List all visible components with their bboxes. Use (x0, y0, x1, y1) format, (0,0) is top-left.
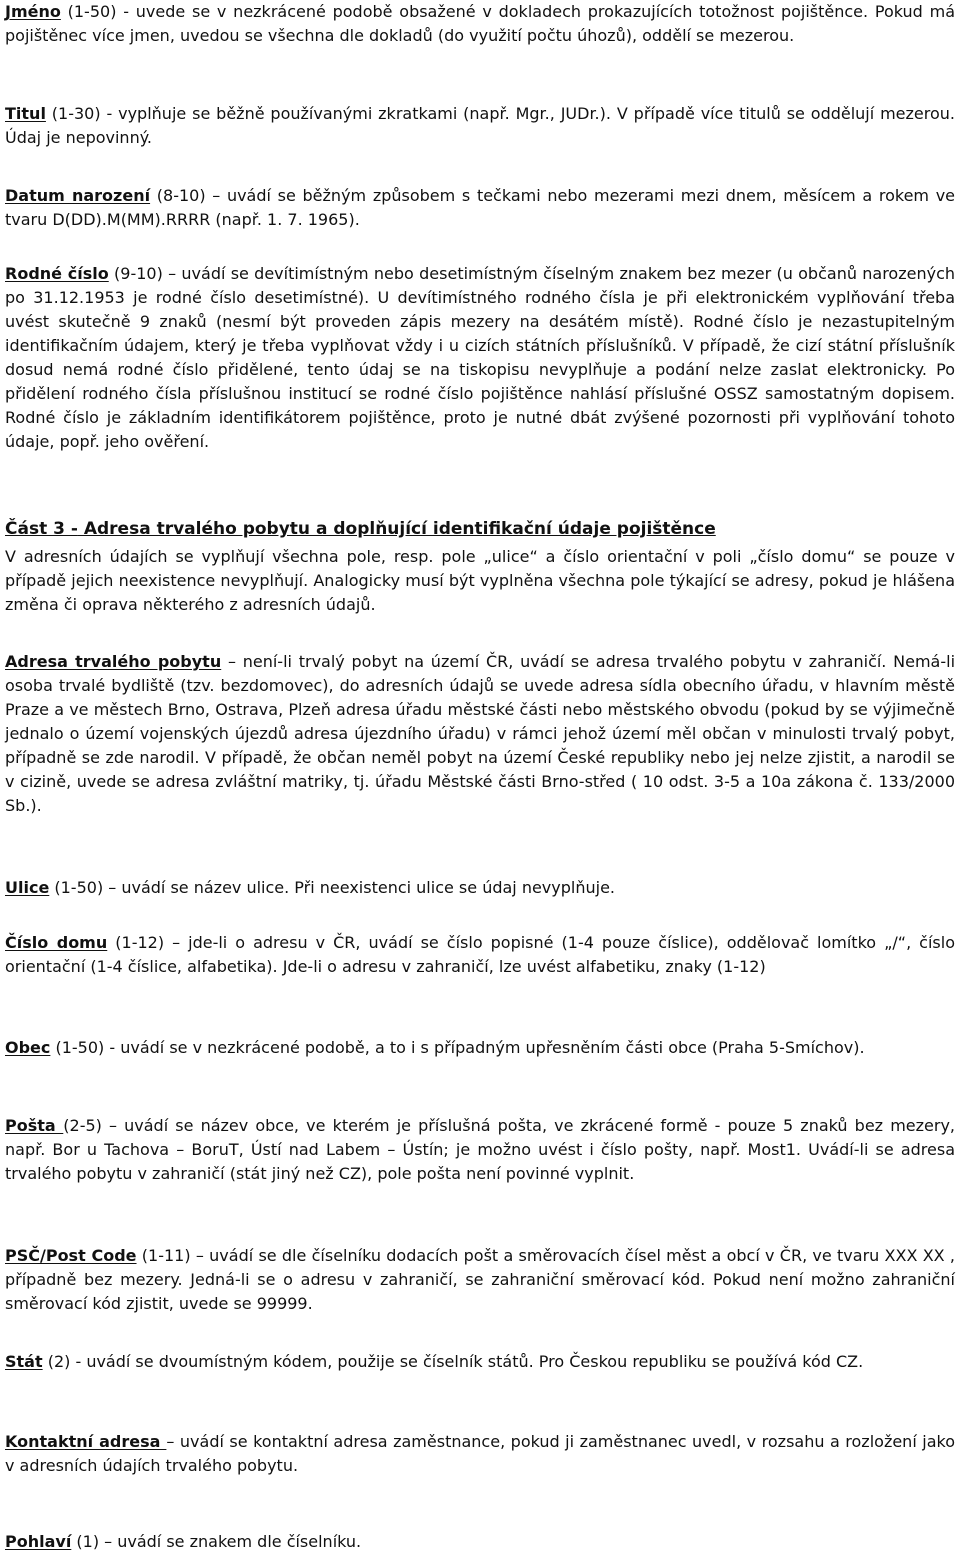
section-number: Část 3 - (5, 519, 78, 539)
paragraph-cislo-domu (5, 931, 955, 979)
paragraph-pohlavi (5, 1530, 955, 1554)
text-adresni-udaje: V adresních údajích se vyplňují všechna pole, resp. pole „ulice“ a číslo orientační v poli „číslo domu“ se pouze v případě jejich neexistence nevyplňují. Analogicky musí být vyplněna všechna pole týkající se adresy, pokud je hlášena změna či oprava některého z adresních údajů. (5, 547, 955, 614)
paragraph-kontaktni-adresa (5, 1430, 955, 1478)
paragraph-adresni-udaje (5, 545, 955, 617)
paragraph-posta (5, 1114, 955, 1186)
text-ulice: (1-50) – uvádí se název ulice. Při neexistenci ulice se údaj nevyplňuje. (49, 878, 615, 897)
term-kontaktni-adresa: Kontaktní adresa (5, 1432, 167, 1451)
paragraph-rodne-cislo (5, 262, 955, 454)
paragraph-datum-narozeni (5, 184, 955, 232)
text-posta: (2-5) – uvádí se název obce, ve kterém je příslušná pošta, ve zkrácené formě - pouze 5 znaků bez mezery, např. Bor u Tachova – BoruT, Ústí nad Labem – Ústín; je možno uvést i číslo pošty, např. Most1. Uvádí-li se adresa trvalého pobytu v zahraničí (stát jiný než CZ), pole pošta není povinné vyplnit. (5, 1116, 955, 1183)
paragraph-stat (5, 1350, 955, 1374)
term-stat: Stát (5, 1352, 43, 1371)
paragraph-adresa-trvaleho-pobytu (5, 650, 955, 818)
section-heading-cast-3 (5, 517, 955, 541)
text-cislo-domu: (1-12) – jde-li o adresu v ČR, uvádí se číslo popisné (1-4 pouze číslice), oddělovač lomítko „/“, číslo orientační (1-4 číslice, alfabetika). Jde-li o adresu v zahraničí, lze uvést alfabetiku, znaky (1-12) (5, 933, 955, 976)
section-title: Adresa trvalého pobytu a doplňující identifikační údaje pojištěnce (77, 519, 716, 539)
term-titul: Titul (5, 104, 46, 123)
text-stat: (2) - uvádí se dvoumístným kódem, použije se číselník států. Pro Českou republiku se používá kód CZ. (42, 1352, 864, 1371)
term-psc: PSČ/Post Code (5, 1246, 137, 1265)
text-datum-narozeni: (8-10) – uvádí se běžným způsobem s tečkami nebo mezerami mezi dnem, měsícem a rokem ve tvaru D(DD).M(MM).RRRR (např. 1. 7. 1965). (5, 186, 956, 229)
term-obec: Obec (5, 1038, 51, 1057)
term-jmeno: Jméno (5, 2, 61, 21)
term-ulice: Ulice (5, 878, 50, 897)
text-psc: (1-11) – uvádí se dle číselníku dodacích pošt a směrovacích čísel měst a obcí v ČR, ve tvaru XXX XX , případně bez mezery. Jedná-li se o adresu v zahraničí, se zahraniční směrovací kód. Pokud není možno zahraniční směrovací kód zjistit, uvede se 99999. (5, 1246, 955, 1313)
text-pohlavi: (1) – uvádí se znakem dle číselníku. (71, 1532, 362, 1551)
term-datum-narozeni: Datum narození (5, 186, 151, 205)
paragraph-jmeno (5, 0, 955, 48)
term-rodne-cislo: Rodné číslo (5, 264, 109, 283)
term-cislo-domu: Číslo domu (5, 933, 108, 952)
term-posta: Pošta (5, 1116, 64, 1135)
paragraph-psc (5, 1244, 955, 1316)
text-jmeno: (1-50) - uvede se v nezkrácené podobě obsažené v dokladech prokazujících totožnost pojištěnce. Pokud má pojištěnec více jmen, uvedou se všechna dle dokladů (do využití počtu úhozů), oddělí se mezerou. (5, 2, 955, 45)
term-pohlavi: Pohlaví (5, 1532, 72, 1551)
paragraph-obec (5, 1036, 955, 1060)
text-kontaktni-adresa: – uvádí se kontaktní adresa zaměstnance, pokud ji zaměstnanec uvedl, v rozsahu a rozložení jako v adresních údajích trvalého pobytu. (5, 1432, 956, 1475)
text-obec: (1-50) - uvádí se v nezkrácené podobě, a to i s případným upřesněním části obce (Praha 5-Smíchov). (50, 1038, 865, 1057)
term-adresa-trvaleho-pobytu: Adresa trvalého pobytu (5, 652, 222, 671)
text-titul: (1-30) - vyplňuje se běžně používanými zkratkami (např. Mgr., JUDr.). V případě více titulů se oddělují mezerou. Údaj je nepovinný. (5, 104, 955, 147)
paragraph-ulice (5, 876, 955, 900)
text-rodne-cislo: (9-10) – uvádí se devítimístným nebo desetimístným číselným znakem bez mezer (u občanů narozených po 31.12.1953 je rodné číslo desetimístné). U devítimístného rodného čísla je při elektronickém vyplňování třeba uvést skutečně 9 znaků (nesmí být proveden zápis mezery na desátém místě). Rodné číslo je nezastupitelným identifikačním údajem, který je třeba vyplňovat vždy i u cizích státních příslušníků. V případě, že cizí státní příslušník dosud nemá rodné číslo přidělené, tento údaj se na tiskopisu nevyplňuje a podání nelze zaslat elektronicky. Po přidělení rodného čísla příslušnou institucí se rodné číslo pojištěnce nahlásí příslušné OSSZ samostatným dopisem. Rodné číslo je základním identifikátorem pojištěnce, proto je nutné dbát zvýšené pozornosti při vyplňování tohoto údaje, popř. jeho ověření. (5, 264, 956, 451)
paragraph-titul (5, 102, 955, 150)
text-adresa-trvaleho-pobytu: – není-li trvalý pobyt na území ČR, uvádí se adresa trvalého pobytu v zahraničí. Nemá-li osoba trvalé bydliště (tzv. bezdomovec), do adresních údajů se uvede adresa sídla obecního úřadu, v hlavním městě Praze a ve městech Brno, Ostrava, Plzeň adresa úřadu městské části nebo městského obvodu (pokud by se výjimečně jednalo o území vojenských újezdů adresa újezdního úřadu) v rámci jehož území měl občan v minulosti trvalý pobyt, případně se zde narodil. V případě, že občan neměl pobyt na území České republiky nebo jej nelze zjistit, a narodil se v cizině, uvede se adresa zvláštní matriky, tj. úřadu Městské části Brno-střed ( 10 odst. 3-5 a 10a zákona č. 133/2000 Sb.). (5, 652, 956, 815)
